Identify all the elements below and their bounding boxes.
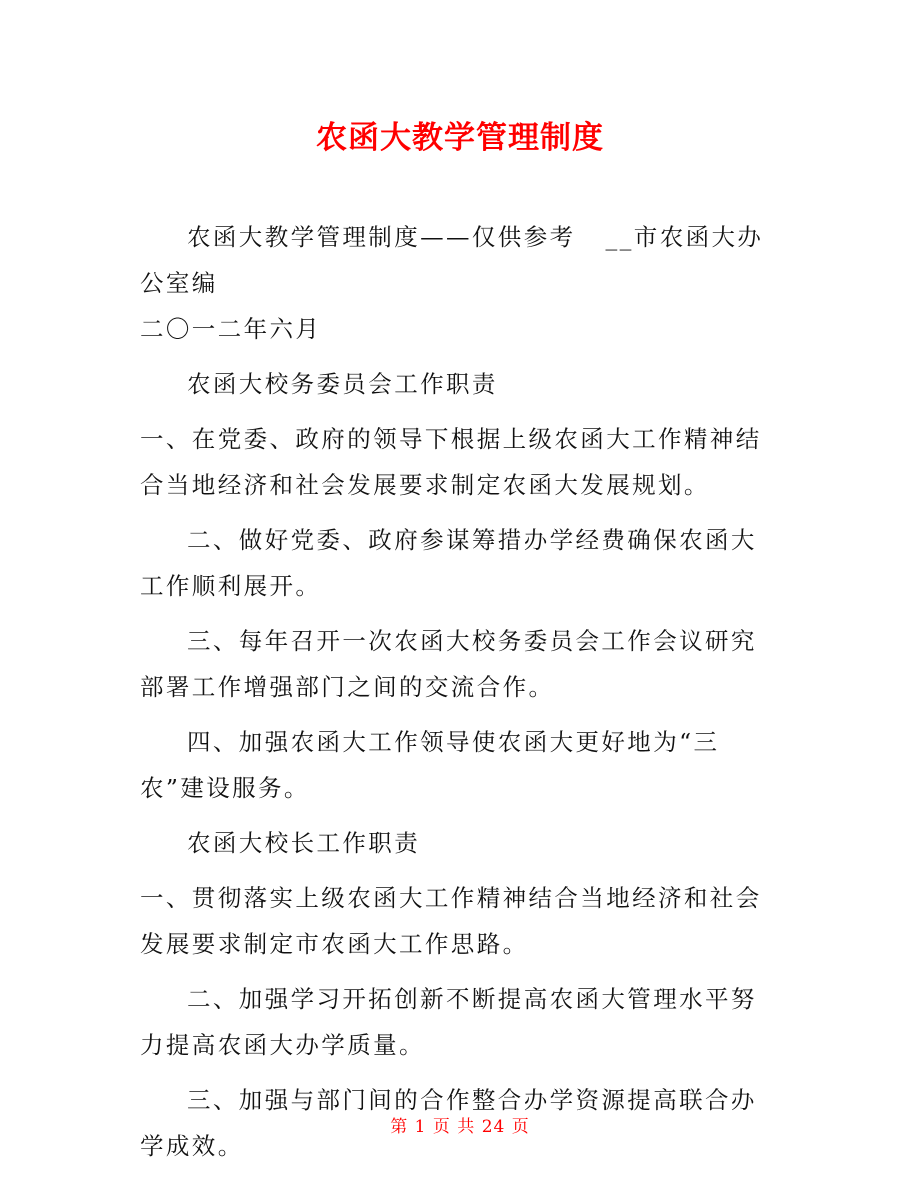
intro-date: 二〇一二年六月: [140, 315, 322, 343]
intro-title-ref: 农函大教学管理制度——仅供参考: [187, 223, 576, 251]
section-heading: 农函大校务委员会工作职责: [187, 370, 498, 398]
section-item: 一、在党委、政府的领导下根据上级农函大工作精神结合当地经济和社会发展要求制定农函大发展规划。: [140, 425, 762, 499]
section-heading: 农函大校长工作职责: [187, 829, 421, 857]
intro-editor: __市农函大办公室编: [140, 223, 764, 297]
section-item: 三、每年召开一次农函大校务委员会工作会议研究部署工作增强部门之间的交流合作。: [140, 627, 757, 701]
document-body: [140, 214, 782, 1178]
section-item: 三、加强与部门间的合作整合办学资源提高联合办学成效。: [140, 1086, 757, 1160]
page-footer: 第 1 页 共 24 页: [390, 1117, 530, 1137]
intro-line: [140, 214, 782, 352]
section-item: 四、加强农函大工作领导使农函大更好地为“三农”建设服务。: [140, 728, 720, 802]
section-item: 二、做好党委、政府参谋筹措办学经费确保农函大工作顺利展开。: [140, 526, 757, 600]
document-title: 农函大教学管理制度: [316, 120, 604, 156]
section-item: 一、贯彻落实上级农函大工作精神结合当地经济和社会发展要求制定市农函大工作思路。: [140, 884, 762, 958]
section-item: 二、加强学习开拓创新不断提高农函大管理水平努力提高农函大办学质量。: [140, 985, 757, 1059]
